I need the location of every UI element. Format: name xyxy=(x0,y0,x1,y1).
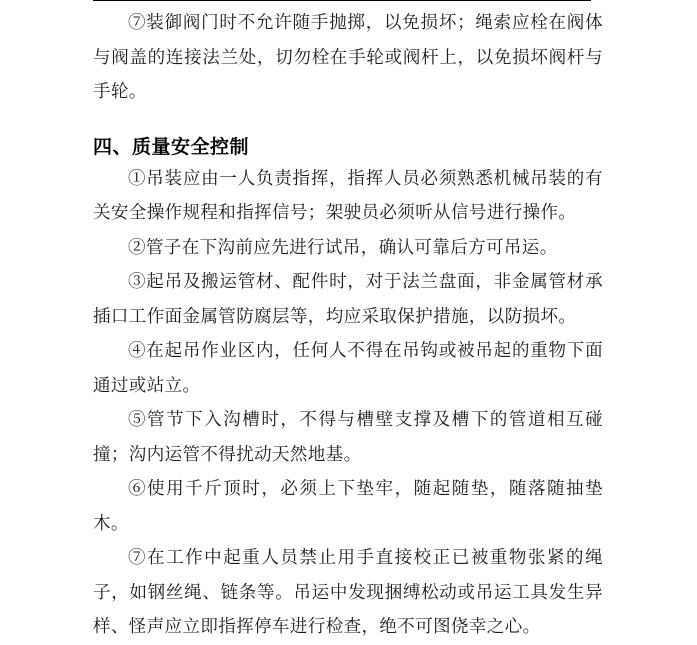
top-divider xyxy=(93,0,591,1)
intro-paragraph: ⑦装御阀门时不允许随手抛掷，以免损坏；绳索应栓在阀体与阀盖的连接法兰处，切勿栓在手轮或阀杆上，以免损坏阀杆与手轮。 xyxy=(93,13,603,102)
list-item: ②管子在下沟前应先进行试吊，确认可靠后方可吊运。 xyxy=(128,237,558,258)
section-heading: 四、质量安全控制 xyxy=(93,135,250,158)
list-item: ⑥使用千斤顶时，必须上下垫牢，随起随垫，随落随抽垫木。 xyxy=(93,479,603,534)
list-item: ④在起吊作业区内，任何人不得在吊钩或被吊起的重物下面通过或站立。 xyxy=(93,341,603,396)
document-body xyxy=(93,6,603,645)
list-item: ⑦在工作中起重人员禁止用手直接校正已被重物张紧的绳子，如钢丝绳、链条等。吊运中发现捆缚松动或吊运工具发生异样、怪声应立即指挥停车进行检查，绝不可图侥幸之心。 xyxy=(93,548,603,637)
list-item: ①吊装应由一人负责指挥，指挥人员必须熟悉机械吊装的有关安全操作规程和指挥信号；架驶员必须听从信号进行操作。 xyxy=(93,168,603,223)
list-item: ③起吊及搬运管材、配件时，对于法兰盘面，非金属管材承插口工作面金属管防腐层等，均应采取保护措施，以防损坏。 xyxy=(93,272,603,327)
list-item: ⑤管节下入沟槽时，不得与槽壁支撑及槽下的管道相互碰撞；沟内运管不得扰动天然地基。 xyxy=(93,410,603,465)
